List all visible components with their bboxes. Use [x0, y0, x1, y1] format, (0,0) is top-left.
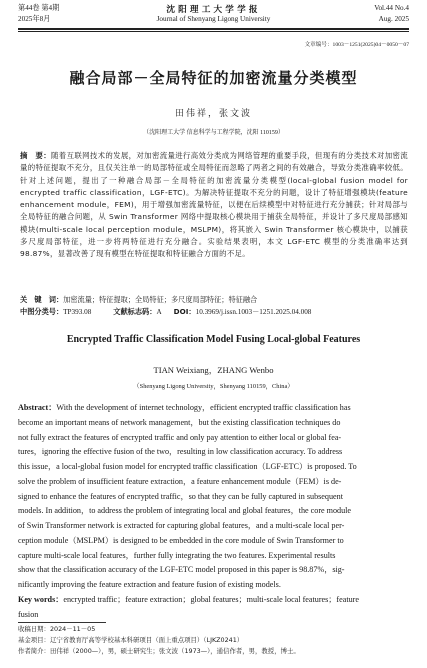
abstract-cn-label: 摘 要：	[20, 151, 52, 160]
abstract-en-line: Abstract：With the development of internet technology，efficient encrypted traffic classification has	[18, 403, 351, 412]
keywords-cn	[20, 294, 410, 305]
abstract-en-line: nificantly improving the feature extraction and feature fusion of existing models.	[18, 580, 281, 589]
abstract-cn	[20, 150, 408, 260]
issue-date: 2025年8月	[18, 15, 51, 23]
abstract-en-line: not fully extract the features of encrypted traffic and only pay attention to either local or global fea-	[18, 432, 342, 442]
footnote-rule	[18, 622, 106, 623]
issue-date-en: Aug. 2025	[378, 15, 409, 23]
doc-code: A	[156, 308, 162, 316]
affiliation-en: （Shenyang Ligong University，Shenyang 110159，China）	[133, 383, 294, 390]
keywords-en-line: Key words：encrypted traffic；feature extraction；global features；multi-scale local features；feature	[18, 595, 359, 604]
issue-volume: 第44卷 第4期	[18, 4, 60, 12]
page-title-en: Encrypted Traffic Classification Model Fusing Local-global Features	[66, 334, 361, 345]
authors-cn: 田伟祥，张文波	[174, 109, 252, 119]
doi-value: 10.3969/j.issn.1003－1251.2025.04.008	[195, 308, 312, 316]
abstract-en	[18, 401, 411, 593]
authors-en: TIAN Weixiang，ZHANG Wenbo	[153, 365, 274, 375]
article-number: 文章编号：1003－1251(2025)04－0050－07	[304, 42, 409, 48]
abstract-en-line: signed to enhance the features of encrypted traffic，so that they can be fully captured in subsequent	[18, 491, 343, 501]
author-bio: 作者简介：田伟祥（2000—），男，硕士研究生；张文波（1973—），通信作者，男，教授，博士。	[18, 647, 300, 655]
keywords-en	[18, 593, 411, 623]
abstract-en-line: show that the classification accuracy of the LGF-ETC model proposed in this paper is 98.87%，sig-	[18, 565, 345, 575]
clc-label: 中图分类号：	[20, 307, 64, 316]
keywords-cn-label: 关 键 词：	[20, 295, 64, 304]
footnotes	[18, 624, 418, 657]
abstract-en-line: capture multi-scale local features，further fully integrating the two features. Experimental results	[18, 550, 336, 560]
keywords-en-label: Key words：	[18, 595, 64, 604]
received-date: 收稿日期：2024－11－05	[18, 625, 96, 633]
keywords-en-line: fusion	[18, 609, 39, 619]
abstract-en-line: models. In addition，to address the problem of integrating local and global features，the core module	[18, 506, 352, 516]
abstract-en-line: solve the problem of insufficient feature extraction，a feature enhancement module（FEM）is de-	[18, 476, 342, 486]
header-rule-thin	[18, 31, 409, 32]
journal-title-cn: 沈阳理工大学学报	[166, 5, 261, 15]
affiliation-cn: （沈阳理工大学 信息科学与工程学院，沈阳 110159）	[143, 130, 284, 136]
abstract-en-line: of Swin Transformer network is extracted for capturing global features，and a multi-scale local per-	[18, 521, 345, 530]
doi-label: DOI：	[173, 307, 196, 316]
abstract-en-line: this issue，a local-global fusion model for encrypted traffic classification（LGF-ETC）is proposed. To	[18, 462, 357, 471]
fund-note: 基金项目：辽宁省教育厅高等学校基本科研项目（面上重点项目）（LJKZ0241）	[18, 636, 244, 644]
abstract-en-line: ception module（MSLPM）is designed to be embedded in the core module of Swin Transformer to	[18, 535, 344, 545]
journal-title-en: Journal of Shenyang Ligong University	[156, 15, 271, 23]
keywords-cn-text: 加密流量；特征提取；全局特征；多尺度局部特征；特征融合	[63, 295, 258, 304]
header-rule	[18, 28, 409, 30]
clc-code: TP393.08	[63, 308, 92, 316]
abstract-en-label: Abstract：	[18, 403, 57, 412]
doc-code-label: 文献标志码：	[113, 307, 157, 316]
abstract-en-line: tures，ignoring the effective fusion of the two，resulting in low classification accuracy. To address	[18, 447, 343, 457]
abstract-en-line: become an important means of network management，but the existing classification techniques do	[18, 417, 341, 427]
abstract-cn-text: 随着互联网技术的发展，对加密流量进行高效分类成为网络管理的重要手段，但现有的分类技术对加密流量的特征提取不充分，且仅关注单一的局部特征或全局特征而忽略了两者之间的有效融合，导致分类准确率较低。针对上述问题，提出了一种融合局部－全局特征的加密流量分类模型(local-global fusion model for encrypted traffic classification，LGF-ETC)。为解决特征提取不充分的问题，设计了特征增强模块(feature enhancement module，FEM)，用于增强加密流量特征，以便在后续模型中对特征进行充分捕获；针对局部与全局特征的融合问题，从 Swin Transformer 网络中提取核心模块用于捕获全局特征，并设计了多尺度局部感知模块(multi-scale local perception module，MSLPM)，将其嵌入 Swin Transformer 核心模块中，以捕获多尺度局部特征，进一步将两特征进行充分融合。实验结果表明，本文 LGF-ETC 模型的分类准确率达到 98.87%，显著改善了现有模型在特征提取和特征融合方面的不足。	[20, 151, 408, 258]
volume-number-en: Vol.44 No.4	[374, 4, 409, 12]
page-title-cn: 融合局部－全局特征的加密流量分类模型	[69, 69, 358, 87]
classification-cn	[20, 306, 420, 318]
